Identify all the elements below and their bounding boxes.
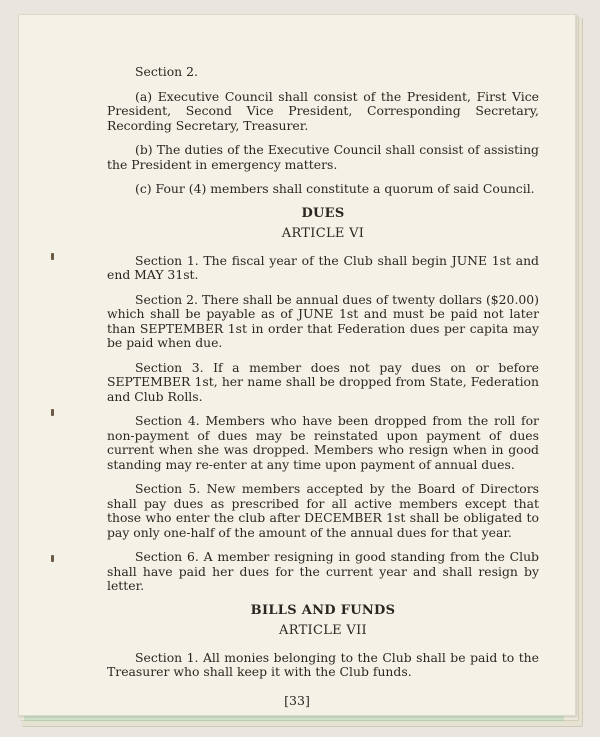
dues-section-6: Section 6. A member resigning in good standing from the Club shall have paid her dues for the current year and shall resign by letter.: [107, 549, 539, 593]
page-number: [33]: [284, 693, 310, 708]
clause-b: (b) The duties of the Executive Council shall consist of assisting the President in emergency matters.: [107, 142, 539, 172]
dues-section-3: Section 3. If a member does not pay dues on or before SEPTEMBER 1st, her name shall be dropped from State, Federation and Club Rolls.: [107, 359, 539, 404]
article-vii-heading: ARTICLE VII: [279, 623, 367, 638]
dues-section-4: Section 4. Members who have been dropped from the roll for non-payment of dues may be reinstated upon payment of dues current when she was dropped. Members who resign when in good standing may re-enter at any time upon payment of annual dues.: [107, 413, 539, 472]
bills-heading-block: [107, 604, 539, 639]
binding-staple: [51, 409, 54, 416]
page-text: [107, 65, 539, 690]
dues-section-5: Section 5. New members accepted by the Board of Directors shall pay dues as prescribed for all active members except that those who enter the club after DECEMBER 1st shall be obligated to pay only one-half of the amount of the annual dues for that year.: [107, 481, 539, 540]
dues-heading: DUES: [301, 205, 345, 221]
bills-section-1: Section 1. All monies belonging to the Club shall be paid to the Treasurer who shall keep it with the Club funds.: [107, 649, 539, 679]
document-page: [18, 14, 576, 716]
bills-heading: BILLS AND FUNDS: [250, 602, 396, 618]
dues-section-1: Section 1. The fiscal year of the Club shall begin JUNE 1st and end MAY 31st.: [107, 252, 539, 282]
article-vi-heading: ARTICLE VI: [281, 226, 365, 241]
binding-staple: [51, 253, 54, 260]
clause-c: (c) Four (4) members shall constitute a quorum of said Council.: [135, 181, 535, 196]
dues-section-2: Section 2. There shall be annual dues of twenty dollars ($20.00) which shall be payable as of JUNE 1st and must be paid not later than SEPTEMBER 1st in order that Federation dues per capita may be paid when due.: [107, 291, 539, 350]
binding-staple: [51, 555, 54, 562]
dues-heading-block: [107, 207, 539, 242]
section-heading: Section 2.: [135, 64, 198, 79]
clause-a: (a) Executive Council shall consist of the President, First Vice President, Second Vice President, Corresponding Secretary, Recording Secretary, Treasurer.: [107, 88, 539, 133]
